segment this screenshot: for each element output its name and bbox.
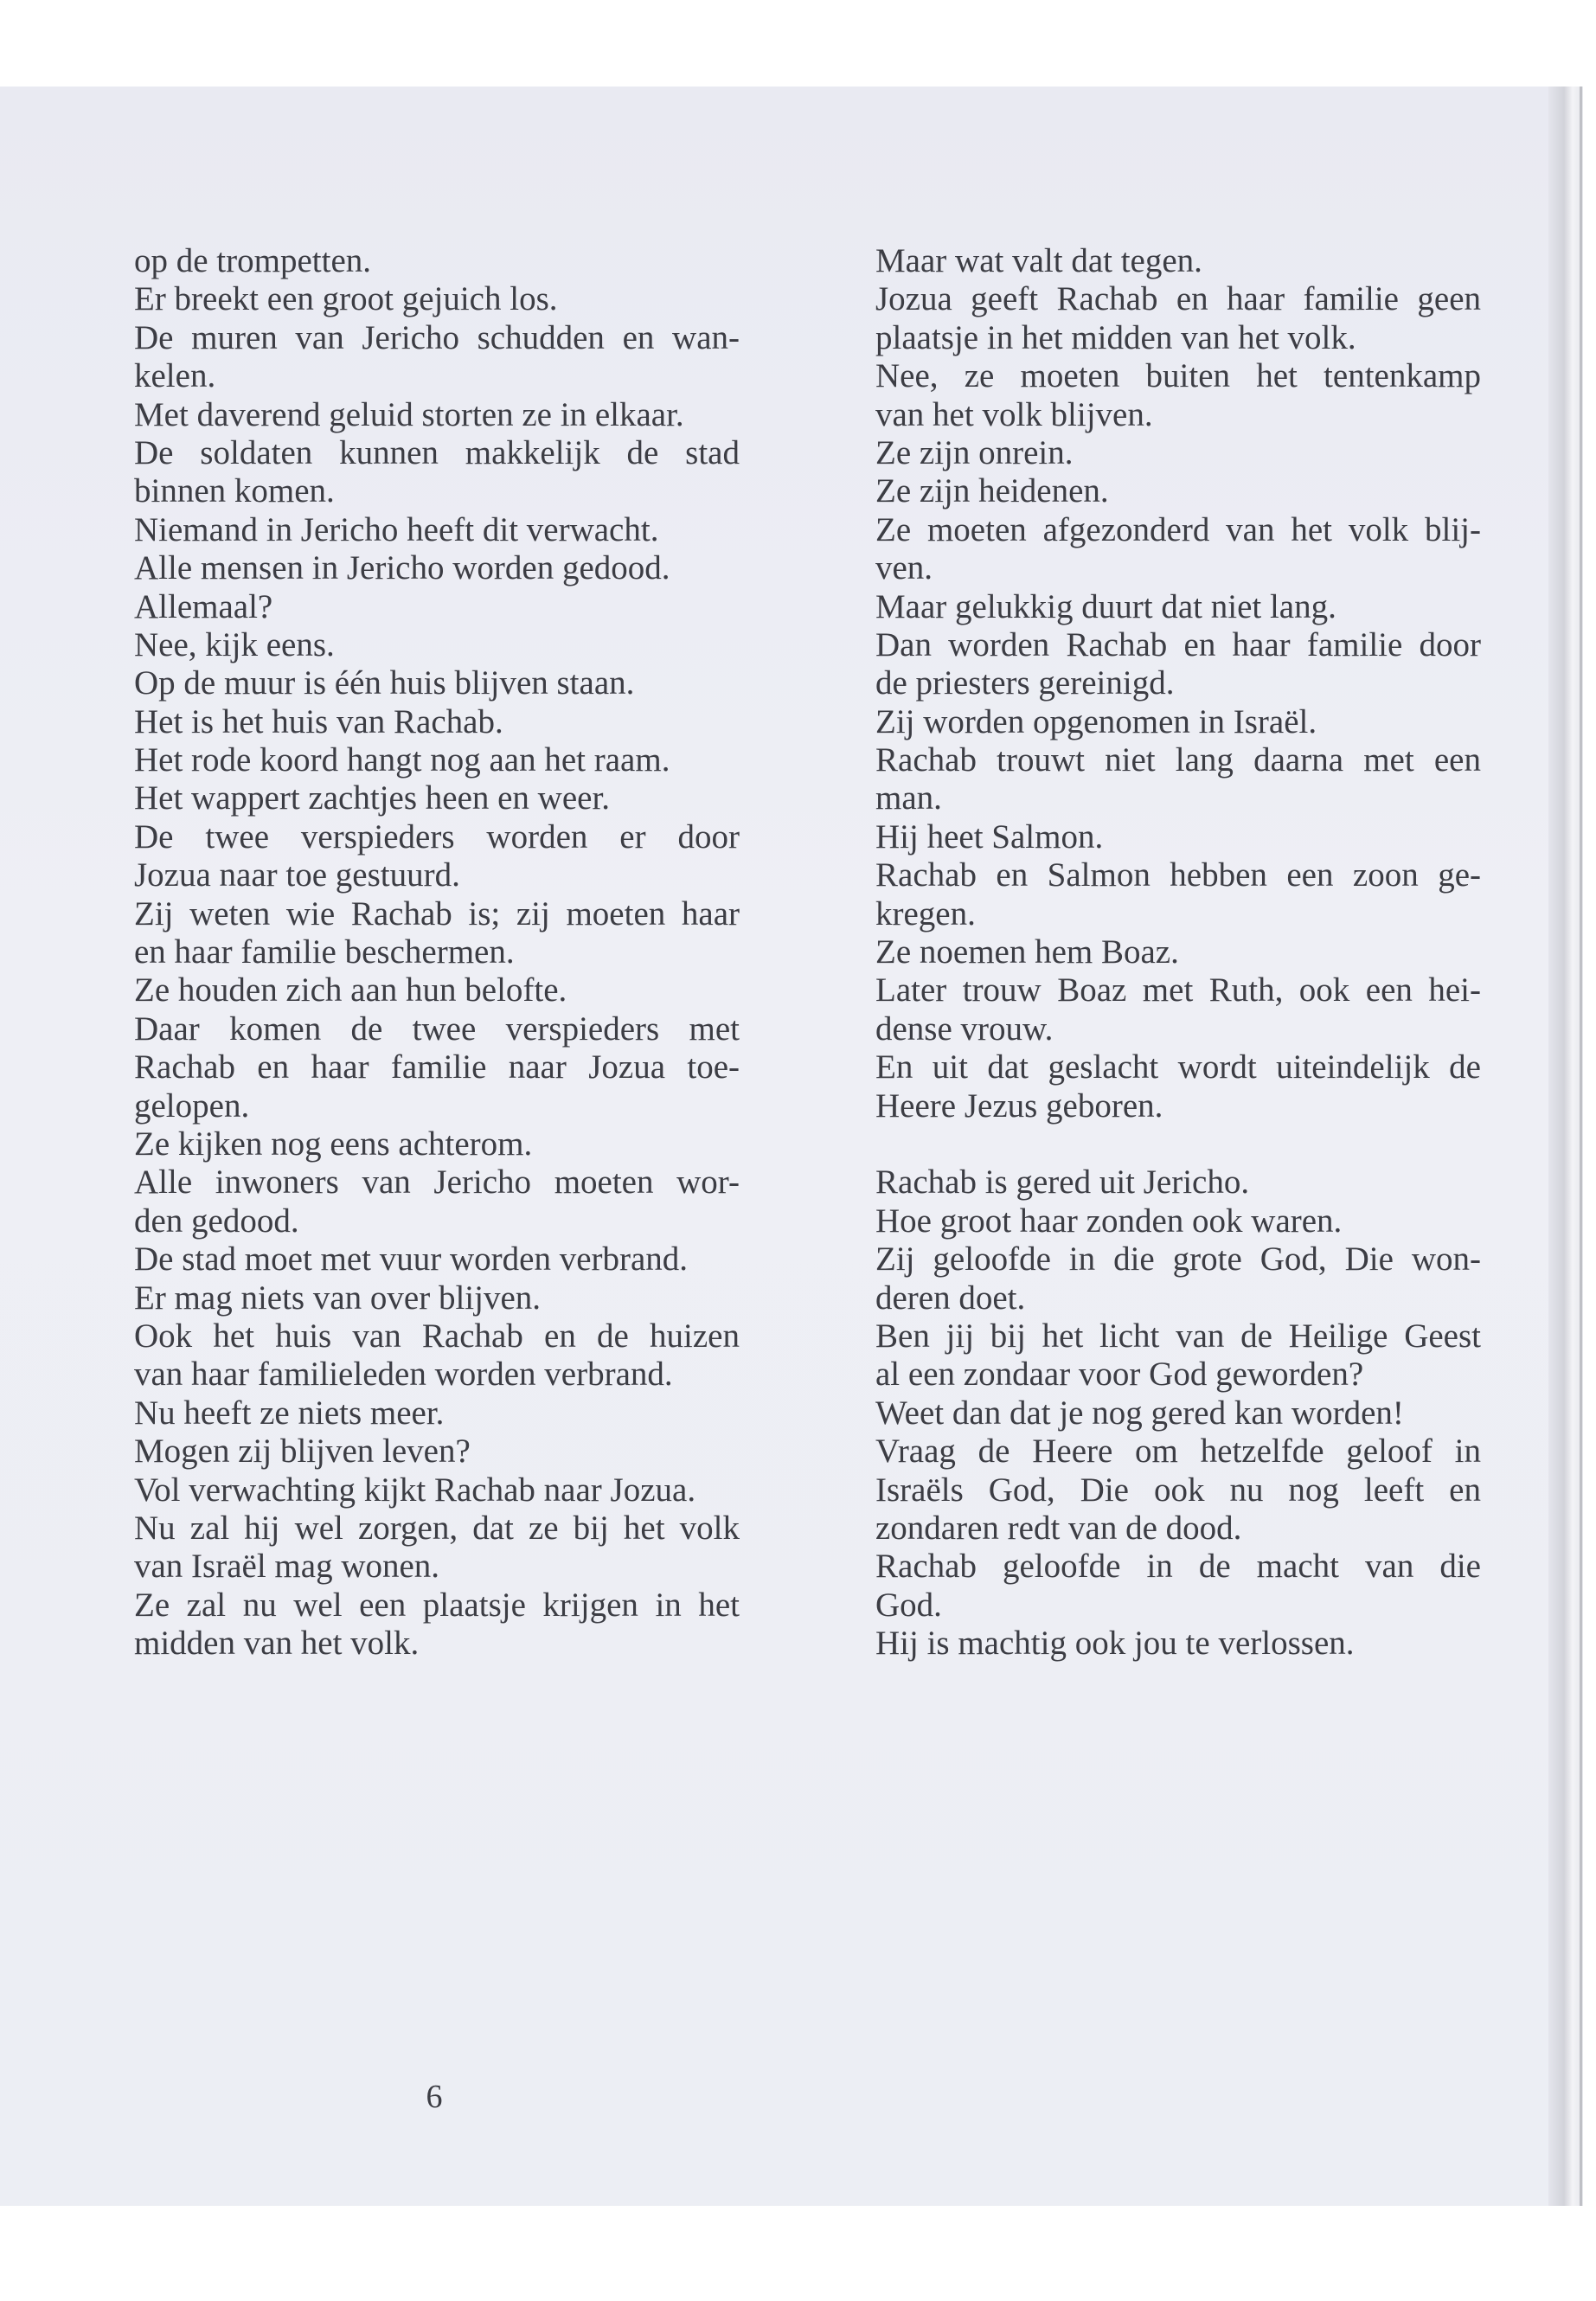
text-line: Zij weten wie Rachab is; zij moeten haar <box>134 894 740 933</box>
text-line: Heere Jezus geboren. <box>875 1086 1163 1125</box>
text-line: Zij geloofde in die grote God, Die won- <box>875 1240 1481 1279</box>
text-line: binnen komen. <box>134 472 335 510</box>
text-line: Later trouw Boaz met Ruth, ook een hei- <box>875 971 1481 1009</box>
text-line: Jozua naar toe gestuurd. <box>134 856 460 894</box>
text-line: Nu zal hij wel zorgen, dat ze bij het volk <box>134 1509 740 1547</box>
text-line: Ze zijn onrein. <box>875 433 1074 471</box>
text-line: plaatsje in het midden van het volk. <box>875 318 1356 356</box>
text-line: De twee verspieders worden er door <box>134 817 740 856</box>
text-line: De soldaten kunnen makkelijk de stad <box>134 433 740 471</box>
text-line: al een zondaar voor God geworden? <box>875 1356 1364 1394</box>
text-line: Ze zijn heidenen. <box>875 472 1109 510</box>
text-line: Het wappert zachtjes heen en weer. <box>134 779 611 817</box>
text-line <box>875 1125 1481 1163</box>
text-line: Maar wat valt dat tegen. <box>875 242 1202 279</box>
text-line: dense vrouw. <box>875 1009 1054 1048</box>
text-line: Er breekt een groot gejuich los. <box>134 280 558 318</box>
text-line: Daar komen de twee verspieders met <box>134 1009 740 1048</box>
text-line: Alle inwoners van Jericho moeten wor- <box>134 1163 740 1202</box>
text-line: Vraag de Heere om hetzelfde geloof in <box>875 1433 1481 1471</box>
left-text-column <box>134 242 740 1663</box>
text-line: Nee, kijk eens. <box>134 625 335 663</box>
text-line: Mogen zij blijven leven? <box>134 1433 471 1471</box>
text-line: zondaren redt van de dood. <box>875 1509 1242 1547</box>
right-text-column <box>875 242 1481 1663</box>
text-line: Maar gelukkig duurt dat niet lang. <box>875 587 1336 625</box>
text-line: Er mag niets van over blijven. <box>134 1279 542 1317</box>
text-line: Ze moeten afgezonderd van het volk blij- <box>875 510 1481 548</box>
text-line: Rachab en Salmon hebben een zoon ge- <box>875 856 1481 894</box>
text-line: Zij worden opgenomen in Israël. <box>875 702 1317 740</box>
text-line: En uit dat geslacht wordt uiteindelijk de <box>875 1048 1481 1086</box>
text-line: Met daverend geluid storten ze in elkaar. <box>134 395 684 433</box>
text-line: Vol verwachting kijkt Rachab naar Jozua. <box>134 1471 696 1509</box>
text-line: God. <box>875 1586 942 1624</box>
text-line: Nee, ze moeten buiten het tentenkamp <box>875 357 1481 395</box>
page-number: 6 <box>426 2079 443 2115</box>
text-line: De muren van Jericho schudden en wan- <box>134 318 740 356</box>
text-line: Het is het huis van Rachab. <box>134 702 503 740</box>
text-line: Op de muur is één huis blijven staan. <box>134 664 635 702</box>
text-line: Alle mensen in Jericho worden gedood. <box>134 549 670 587</box>
text-line: Ze kijken nog eens achterom. <box>134 1125 533 1163</box>
text-line: van Israël mag wonen. <box>134 1548 440 1586</box>
text-line: van het volk blijven. <box>875 395 1153 433</box>
text-line: De stad moet met vuur worden verbrand. <box>134 1240 689 1279</box>
text-line: Ze zal nu wel een plaatsje krijgen in het <box>134 1586 740 1624</box>
text-line: de priesters gereinigd. <box>875 664 1175 702</box>
text-line: gelopen. <box>134 1086 250 1125</box>
text-line: Nu heeft ze niets meer. <box>134 1394 445 1432</box>
page-binding <box>1548 87 1583 2206</box>
page-edge <box>1580 87 1582 2206</box>
text-line: Weet dan dat je nog gered kan worden! <box>875 1394 1404 1432</box>
text-line: Israëls God, Die ook nu nog leeft en <box>875 1471 1481 1509</box>
text-line: Rachab is gered uit Jericho. <box>875 1163 1250 1202</box>
text-line: en haar familie beschermen. <box>134 933 515 971</box>
text-line: man. <box>875 779 942 817</box>
text-line: Dan worden Rachab en haar familie door <box>875 625 1481 663</box>
text-line: kregen. <box>875 894 976 933</box>
text-line: Rachab geloofde in de macht van die <box>875 1548 1481 1586</box>
text-line: Hij is machtig ook jou te verlossen. <box>875 1625 1355 1663</box>
text-line: Hij heet Salmon. <box>875 817 1104 856</box>
text-line: midden van het volk. <box>134 1625 420 1663</box>
text-line: Hoe groot haar zonden ook waren. <box>875 1202 1343 1240</box>
text-line: van haar familieleden worden verbrand. <box>134 1356 673 1394</box>
text-line: ven. <box>875 549 933 587</box>
text-line: deren doet. <box>875 1279 1026 1317</box>
text-line: Allemaal? <box>134 587 273 625</box>
text-line: den gedood. <box>134 1202 299 1240</box>
text-line: Het rode koord hangt nog aan het raam. <box>134 741 670 779</box>
text-line: Jozua geeft Rachab en haar familie geen <box>875 280 1481 318</box>
text-line: Ze houden zich aan hun belofte. <box>134 971 567 1009</box>
text-line: Rachab trouwt niet lang daarna met een <box>875 741 1481 779</box>
text-line: Ze noemen hem Boaz. <box>875 933 1179 971</box>
text-line: Rachab en haar familie naar Jozua toe- <box>134 1048 740 1086</box>
text-line: kelen. <box>134 357 216 395</box>
text-line: Ook het huis van Rachab en de huizen <box>134 1317 740 1355</box>
text-line: Niemand in Jericho heeft dit verwacht. <box>134 510 659 548</box>
text-line: Ben jij bij het licht van de Heilige Geest <box>875 1317 1481 1355</box>
text-line: op de trompetten. <box>134 242 372 279</box>
